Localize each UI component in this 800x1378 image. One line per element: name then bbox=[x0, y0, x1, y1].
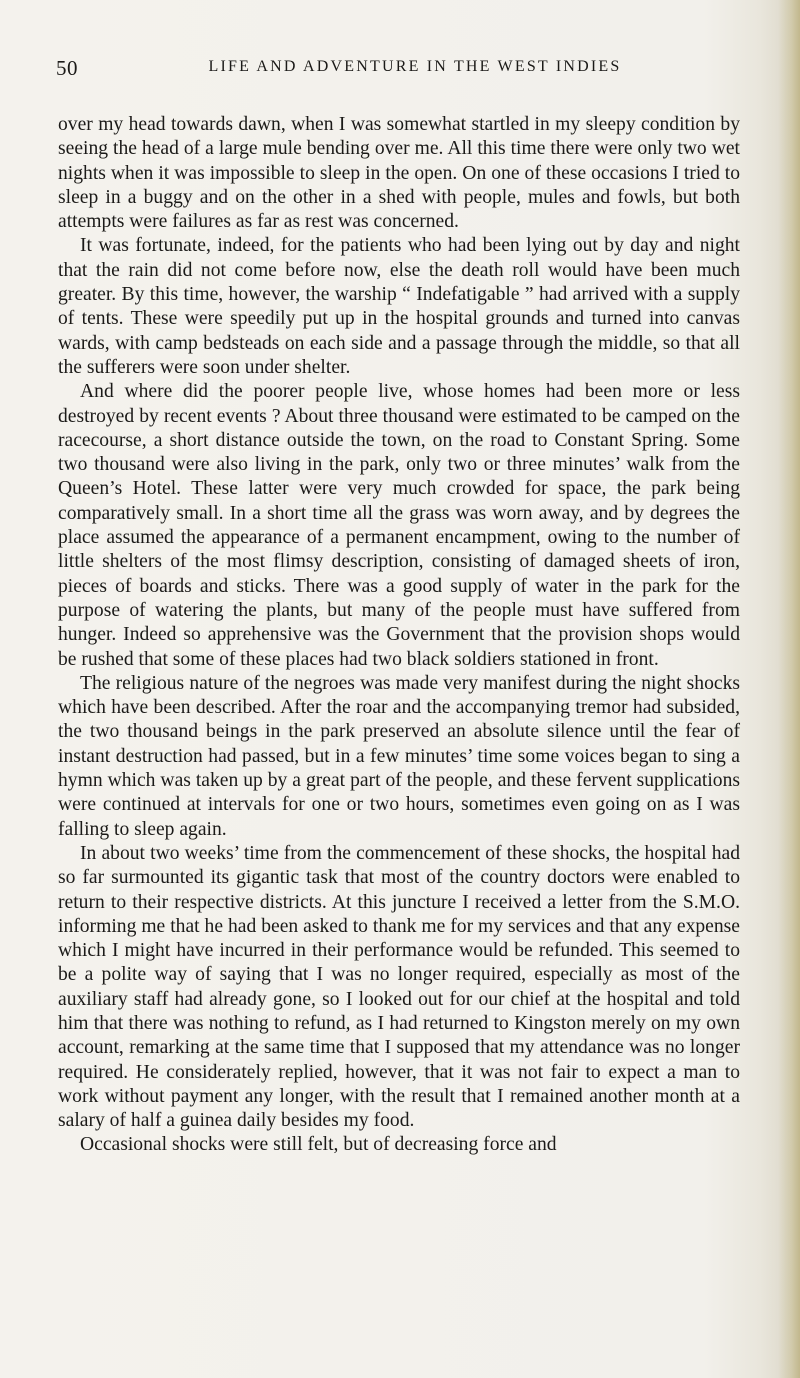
page-edge-shadow bbox=[778, 0, 800, 1378]
body-text bbox=[58, 113, 740, 1158]
paragraph: And where did the poorer people live, whose homes had been more or less destroyed by recent events ? About three thousand were estimated to be camped on the racecourse, a short distance outside the town, on the road to Constant Spring. Some two thousand were also living in the park, only two or three minutes’ walk from the Queen’s Hotel. These latter were very much crowded for space, the park being comparatively small. In a short time all the grass was worn away, and by degrees the place assumed the appearance of a permanent encampment, owing to the number of little shelters of the most flimsy description, consisting of damaged sheets of iron, pieces of boards and sticks. There was a good supply of water in the park for the purpose of watering the plants, but many of the people must have suffered from hunger. Indeed so apprehensive was the Government that the provision shops would be rushed that some of these places had two black soldiers stationed in front. bbox=[58, 381, 740, 670]
paragraph: It was fortunate, indeed, for the patients who had been lying out by day and night that the rain did not come before now, else the death roll would have been much greater. By this time, however, the warship “ Indefatigable ” had arrived with a supply of tents. These were speedily put up in the hospital grounds and turned into canvas wards, with camp bedsteads on each side and a passage through the middle, so that all the sufferers were soon under shelter. bbox=[58, 235, 740, 378]
paragraph: In about two weeks’ time from the commencement of these shocks, the hospital had so far surmounted its gigantic task that most of the country doctors were enabled to return to their respective districts. At this juncture I received a letter from the S.M.O. informing me that he had been asked to thank me for my services and that any expense which I might have incurred in their performance would be refunded. This seemed to be a polite way of saying that I was no longer required, especially as most of the auxiliary staff had already gone, so I looked out for our chief at the hospital and told him that there was nothing to refund, as I had returned to Kingston merely on my own account, remarking at the same time that I supposed that my attendance was no longer required. He considerately replied, however, that it was not fair to expect a man to work without payment any longer, with the result that I remained another month at a salary of half a guinea daily besides my food. bbox=[58, 842, 740, 1132]
running-head: LIFE AND ADVENTURE IN THE WEST INDIES bbox=[208, 58, 622, 75]
page-number: 50 bbox=[56, 56, 78, 80]
paragraph: Occasional shocks were still felt, but of decreasing force and bbox=[80, 1134, 557, 1156]
paragraph: over my head towards dawn, when I was somewhat startled in my sleepy condition by seeing the head of a large mule bending over me. All this time there were only two wet nights when it was impossible to sleep in the open. On one of these occasions I tried to sleep in a buggy and on the other in a shed with people, mules and fowls, but both attempts were failures as far as rest was concerned. bbox=[58, 114, 740, 233]
page-header bbox=[56, 56, 756, 86]
paragraph: The religious nature of the negroes was made very manifest during the night shocks which have been described. After the roar and the accompanying tremor had subsided, the two thousand beings in the park preserved an absolute silence until the fear of instant destruction had passed, but in a few minutes’ time some voices began to sing a hymn which was taken up by a great part of the people, and these fervent supplications were continued at intervals for one or two hours, sometimes even going on as I was falling to sleep again. bbox=[58, 672, 740, 840]
